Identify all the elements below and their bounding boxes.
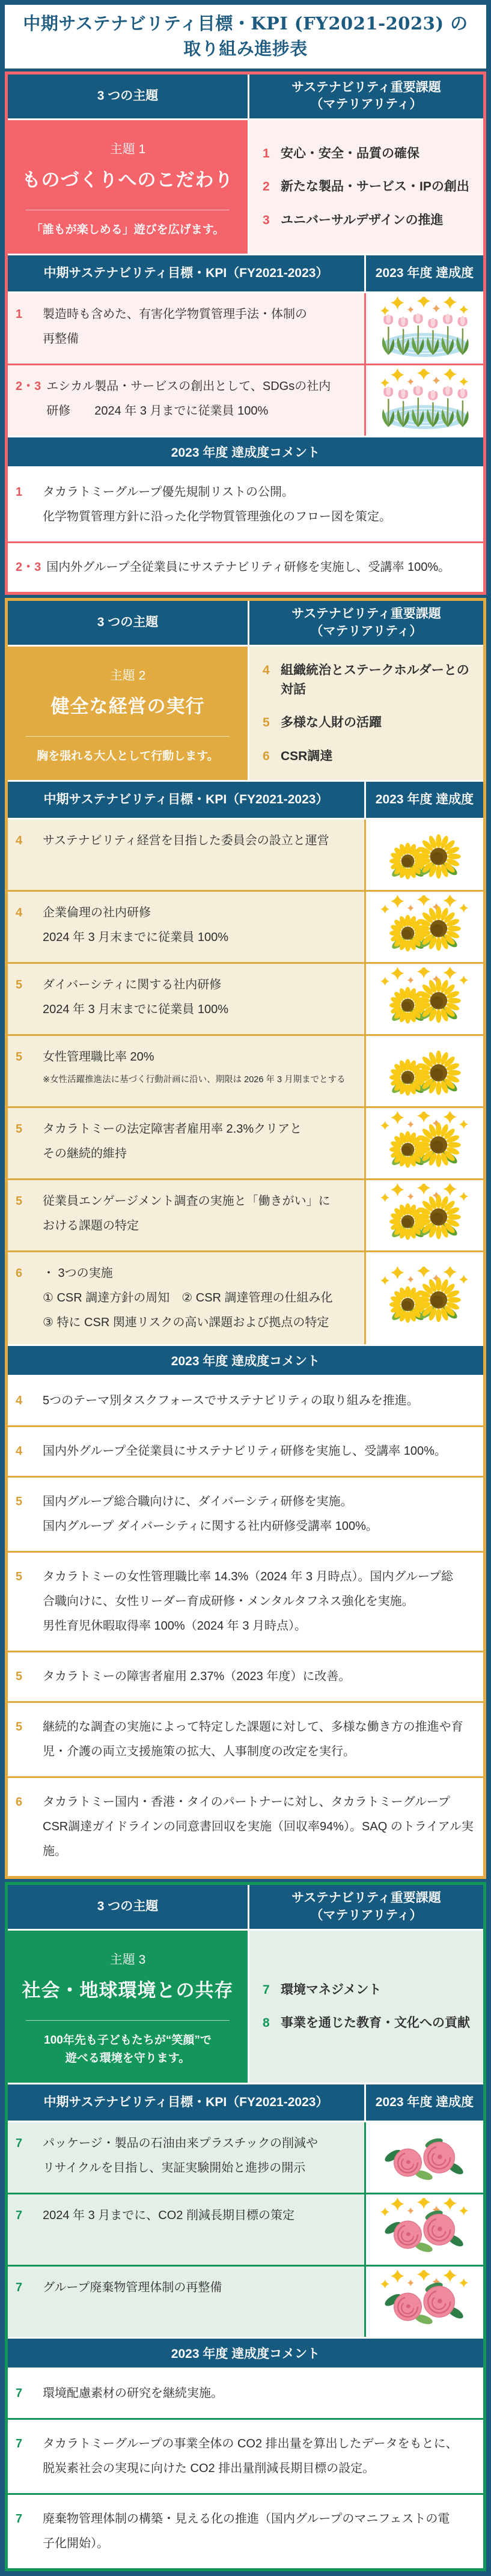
sparkles-icon (380, 1267, 468, 1285)
comment-row (8, 468, 483, 541)
section1-comment-rows (8, 468, 483, 592)
kpi-row (8, 1250, 483, 1344)
achievement-cell (364, 1252, 483, 1344)
achievement-cell (364, 2194, 483, 2265)
section1-header-row (8, 75, 483, 118)
comment-text: 国内外グループ全従業員にサステナビリティ研修を実施し、受講率 100%。 (46, 561, 451, 574)
theme2-tagline (13, 748, 243, 766)
comment-number: 5 (16, 1670, 23, 1684)
theme-tagline-line: 100年先も子どもたちが“笑顔”で (44, 2033, 212, 2047)
rose-flowers-icon (379, 2198, 471, 2261)
section-theme1 (5, 72, 486, 595)
section3-theme-row (8, 1931, 483, 2083)
section2-kpi-rows (8, 820, 483, 1344)
materiality-item (263, 1981, 476, 2000)
page-title-line1: 中期サステナビリティ目標・KPI (FY2021-2023) の (23, 13, 468, 34)
rose-flowers-icon (379, 2126, 471, 2189)
theme-tagline-line: 胸を張れる大人として行動します。 (37, 749, 219, 763)
achievement-cell (364, 293, 483, 364)
materiality-text: 新たな製品・サービス・IPの創出 (281, 180, 469, 194)
materiality-item (263, 144, 476, 163)
themes-header (8, 601, 248, 645)
comment-row (8, 1776, 483, 1876)
comment-number: 2・3 (16, 561, 41, 574)
materiality-item (263, 177, 476, 196)
section1-kpi-rows (8, 293, 483, 436)
sunflower-flowers-icon (379, 1040, 471, 1103)
kpi-row (8, 364, 483, 436)
sparkles-icon (380, 297, 468, 315)
kpi-goal-cell (8, 2267, 364, 2337)
achievement-cell (364, 964, 483, 1034)
kpi-row (8, 1034, 483, 1106)
sparkles-icon (380, 2270, 468, 2289)
theme2-title: 健全な経営の実行 (50, 695, 205, 717)
materiality-text: 環境マネジメント (281, 1982, 382, 1997)
materiality-header-line1: サステナビリティ重要課題 (291, 607, 441, 621)
materiality-number: 7 (263, 1982, 270, 1997)
section3-header-row (8, 1885, 483, 1929)
comment-row (8, 1377, 483, 1425)
kpi-header-label: 中期サステナビリティ目標・KPI（FY2021-2023） (43, 793, 329, 807)
kpi-goal-cell (8, 2194, 364, 2265)
comment-number: 6 (16, 1795, 23, 1809)
comment-text: タカラトミーグループの事業全体の CO2 排出量を算出したデータをもとに、 脱炭素社会の実現に向けた CO2 排出量削減長期目標の設定。 (43, 2437, 458, 2475)
section1-theme-row (8, 120, 483, 254)
comment-row (8, 1651, 483, 1701)
comment-row (8, 1425, 483, 1476)
themes-header-label: 3 つの主題 (97, 89, 159, 103)
kpi-number: 5 (16, 978, 23, 992)
theme1-cell (8, 120, 248, 254)
comment-number: 7 (16, 2386, 23, 2400)
kpi-goal-text: 製造時も含めた、有害化学物質管理手法・体制の 再整備 (43, 308, 307, 346)
theme3-separator (26, 2020, 230, 2021)
page-title-line2: 取り組み進捗表 (183, 38, 308, 59)
kpi-header-label: 中期サステナビリティ目標・KPI（FY2021-2023） (43, 266, 329, 280)
sunflower-flowers-icon (379, 1112, 471, 1175)
section1-kpi-header-row (8, 255, 483, 291)
section3-comment-header: 2023 年度 達成度コメント (8, 2339, 483, 2367)
page-title (5, 5, 486, 69)
materiality-item (263, 2014, 476, 2033)
kpi-header (8, 255, 364, 291)
kpi-goal-text: ダイバーシティに関する社内研修 2024 年 3 月末までに従業員 100% (43, 978, 228, 1017)
materiality-item (263, 661, 476, 699)
kpi-row (8, 2122, 483, 2193)
materiality-header (249, 75, 483, 118)
achievement-header (366, 2084, 483, 2121)
comment-number: 4 (16, 1445, 23, 1458)
materiality-list-3 (249, 1931, 483, 2083)
kpi-header (8, 782, 364, 818)
materiality-header-line1: サステナビリティ重要課題 (291, 1891, 441, 1905)
comment-text: 継続的な調査の実施によって特定した課題に対して、多様な働き方の推進や育 児・介護の両立支援施策の拡大、人事制度の改定を実行。 (43, 1720, 463, 1759)
theme1-tagline (13, 221, 243, 239)
comment-text: 国内外グループ全従業員にサステナビリティ研修を実施し、受講率 100%。 (43, 1445, 447, 1458)
kpi-goal-cell (8, 1252, 364, 1344)
materiality-number: 8 (263, 2016, 270, 2030)
kpi-row (8, 962, 483, 1034)
comment-row (8, 1476, 483, 1551)
comment-number: 5 (16, 1570, 23, 1584)
achievement-cell (364, 2267, 483, 2337)
theme3-cell (8, 1931, 248, 2083)
section2-kpi-header-row (8, 782, 483, 818)
comment-number: 5 (16, 1495, 23, 1509)
materiality-text: 組織統治とステークホルダーとの対話 (281, 663, 469, 696)
section2-header-row (8, 601, 483, 645)
theme3-tagline (13, 2032, 243, 2068)
achievement-header-label: 2023 年度 達成度 (375, 266, 474, 280)
kpi-goal-text: パッケージ・製品の石油由来プラスチックの削減や リサイクルを目指し、実証実験開始と進捗の開示 (43, 2136, 318, 2175)
comment-row (8, 1701, 483, 1776)
kpi-number: 1 (16, 308, 23, 321)
materiality-header (249, 1885, 483, 1929)
kpi-goal-text: サステナビリティ経営を目指した委員会の設立と運営 (43, 834, 329, 848)
kpi-note: ※女性活躍推進法に基づく行動計画に沿い、期限は 2026 年 3 月期までとする (43, 1075, 346, 1085)
kpi-number: 4 (16, 834, 23, 848)
materiality-header-line2: （マテリアリティ） (310, 624, 422, 638)
kpi-goal-cell (8, 892, 364, 962)
section2-comment-rows (8, 1377, 483, 1876)
kpi-goal-text: 女性管理職比率 20% ※女性活躍推進法に基づく行動計画に沿い、期限は 2026 年 3 月期までとする (43, 1045, 346, 1097)
materiality-number: 4 (263, 663, 270, 678)
materiality-list-2 (249, 647, 483, 780)
kpi-number: 6 (16, 1267, 23, 1280)
theme2-label: 主題 2 (109, 668, 146, 683)
achievement-cell (364, 1180, 483, 1250)
achievement-header-label: 2023 年度 達成度 (375, 2095, 474, 2109)
comment-number: 7 (16, 2512, 23, 2526)
achievement-cell (364, 1108, 483, 1178)
comment-text: タカラトミーの障害者雇用 2.37%（2023 年度）に改善。 (43, 1670, 351, 1684)
kpi-goal-text: タカラトミーの法定障害者雇用率 2.3%クリアと その継続的維持 (43, 1122, 302, 1161)
sparkles-icon (380, 2198, 468, 2217)
sunflower-flowers-icon (379, 1184, 471, 1247)
kpi-number: 7 (16, 2136, 23, 2150)
kpi-header (8, 2084, 364, 2121)
kpi-row (8, 2193, 483, 2265)
sunflower-flowers-icon (379, 967, 471, 1031)
kpi-goal-cell (8, 964, 364, 1034)
sparkles-icon (380, 967, 468, 986)
comment-number: 4 (16, 1394, 23, 1408)
materiality-text: 安心・安全・品質の確保 (281, 146, 419, 160)
comment-number: 1 (16, 486, 23, 499)
kpi-row (8, 2265, 483, 2337)
materiality-number: 2 (263, 180, 270, 194)
themes-header (8, 75, 248, 118)
kpi-goal-cell (8, 365, 364, 436)
materiality-item (263, 713, 476, 732)
kpi-goal-text: グループ廃棄物管理体制の再整備 (43, 2280, 222, 2294)
kpi-goal-cell (8, 1108, 364, 1178)
achievement-cell (364, 1036, 483, 1106)
materiality-header-line1: サステナビリティ重要課題 (291, 81, 441, 95)
themes-header (8, 1885, 248, 1929)
comment-text: 廃棄物管理体制の構築・見える化の推進（国内グループのマニフェストの電 子化開始）。 (43, 2512, 450, 2550)
comment-number: 5 (16, 1720, 23, 1734)
comment-row (8, 541, 483, 592)
kpi-goal-text: ・ 3つの実施 ① CSR 調達方針の周知 ② CSR 調達管理の仕組み化 ③ 特に CSR 関連リスクの高い課題および拠点の特定 (43, 1267, 333, 1330)
sparkles-icon (380, 895, 468, 914)
theme-tagline-line: 遊べる環境を守ります。 (65, 2052, 191, 2065)
materiality-item (263, 211, 476, 230)
theme-tagline-line: 「誰もが楽しめる」遊びを広げます。 (31, 223, 225, 236)
achievement-cell (364, 2122, 483, 2193)
comment-row (8, 2369, 483, 2418)
achievement-header (366, 782, 483, 818)
comment-number: 7 (16, 2437, 23, 2450)
comment-text: タカラトミーの女性管理職比率 14.3%（2024 年 3 月時点）。国内グループ総 合職向けに、女性リーダー育成研修・メンタルタフネス強化を実施。 男性育児休暇取得率 100%（2024 年 3 月時点）。 (43, 1570, 453, 1633)
tulip-flowers-icon (379, 369, 471, 432)
section-theme3 (5, 1882, 486, 2571)
kpi-number: 4 (16, 906, 23, 920)
kpi-header-label: 中期サステナビリティ目標・KPI（FY2021-2023） (43, 2095, 329, 2109)
comment-text: タカラトミーグループ優先規制リストの公開。 化学物質管理方針に沿った化学物質管理強化のフロー図を策定。 (43, 486, 391, 524)
theme1-label: 主題 1 (109, 142, 146, 156)
materiality-text: ユニバーサルデザインの推進 (281, 213, 444, 227)
section3-kpi-header-row (8, 2084, 483, 2121)
section-theme2 (5, 598, 486, 1879)
sunflower-flowers-icon (379, 823, 471, 886)
kpi-row (8, 820, 483, 890)
comment-text: 5つのテーマ別タスクフォースでサステナビリティの取り組みを推進。 (43, 1394, 419, 1408)
materiality-header-line2: （マテリアリティ） (310, 97, 422, 112)
achievement-header-label: 2023 年度 達成度 (375, 793, 474, 807)
kpi-row (8, 890, 483, 962)
sparkles-icon (380, 1112, 468, 1130)
kpi-goal-text: 企業倫理の社内研修 2024 年 3 月末までに従業員 100% (43, 906, 228, 945)
kpi-goal-text: エシカル製品・サービスの創出として、SDGsの社内 研修 2024 年 3 月までに従業員 100% (46, 380, 331, 418)
kpi-goal-text: 従業員エンゲージメント調査の実施と「働きがい」に おける課題の特定 (43, 1195, 331, 1233)
section1-comment-header: 2023 年度 達成度コメント (8, 437, 483, 466)
section2-comment-header: 2023 年度 達成度コメント (8, 1346, 483, 1375)
achievement-cell (364, 820, 483, 890)
comment-row (8, 2418, 483, 2493)
kpi-row (8, 1106, 483, 1178)
kpi-number: 2・3 (16, 380, 41, 394)
materiality-number: 3 (263, 213, 270, 227)
achievement-header (366, 255, 483, 291)
materiality-header-line2: （マテリアリティ） (310, 1908, 422, 1922)
materiality-list-1 (249, 120, 483, 254)
themes-header-label: 3 つの主題 (97, 615, 159, 630)
materiality-number: 5 (263, 716, 270, 730)
theme3-label: 主題 3 (109, 1952, 146, 1967)
achievement-cell (364, 892, 483, 962)
kpi-goal-cell (8, 1036, 364, 1106)
sunflower-flowers-icon (379, 1267, 471, 1330)
comment-text: 環境配慮素材の研究を継続実施。 (43, 2386, 223, 2400)
kpi-goal-cell (8, 1180, 364, 1250)
materiality-header (249, 601, 483, 645)
materiality-number: 1 (263, 146, 270, 160)
section3-comment-rows (8, 2369, 483, 2568)
sparkles-icon (380, 1184, 468, 1202)
kpi-goal-cell (8, 2122, 364, 2193)
kpi-row (8, 1178, 483, 1250)
kpi-number: 7 (16, 2208, 23, 2222)
kpi-number: 5 (16, 1195, 23, 1208)
kpi-number: 7 (16, 2280, 23, 2294)
sunflower-flowers-icon (379, 895, 471, 958)
comment-text: 国内グループ総合職向けに、ダイバーシティ研修を実施。 国内グループ ダイバーシティに関する社内研修受講率 100%。 (43, 1495, 378, 1533)
theme2-cell (8, 647, 248, 780)
theme1-title: ものづくりへのこだわり (22, 169, 234, 190)
kpi-row (8, 293, 483, 364)
kpi-number: 5 (16, 1122, 23, 1136)
theme3-title: 社会・地球環境との共存 (22, 1979, 234, 2001)
sparkles-icon (380, 369, 468, 388)
materiality-text: CSR調達 (281, 749, 333, 763)
materiality-item (263, 747, 476, 766)
comment-row (8, 1551, 483, 1651)
kpi-goal-cell (8, 293, 364, 364)
materiality-text: 多様な人財の活躍 (281, 716, 382, 730)
kpi-goal-text: 2024 年 3 月までに、CO2 削減長期目標の策定 (43, 2208, 294, 2222)
materiality-text: 事業を通じた教育・文化への貢献 (281, 2016, 470, 2030)
tulip-flowers-icon (379, 297, 471, 360)
section2-theme-row (8, 647, 483, 780)
themes-header-label: 3 つの主題 (97, 1899, 159, 1914)
comment-text: タカラトミー国内・香港・タイのパートナーに対し、タカラトミーグループ CSR調達ガイドラインの同意書回収を実施（回収率94%）。SAQ のトライアル実施。 (43, 1795, 474, 1859)
rose-flowers-icon (379, 2270, 471, 2333)
materiality-number: 6 (263, 749, 270, 763)
theme2-separator (26, 736, 230, 737)
kpi-goal-cell (8, 820, 364, 890)
achievement-cell (364, 365, 483, 436)
comment-row (8, 2493, 483, 2568)
kpi-number: 5 (16, 1050, 23, 1064)
section3-kpi-rows (8, 2122, 483, 2337)
